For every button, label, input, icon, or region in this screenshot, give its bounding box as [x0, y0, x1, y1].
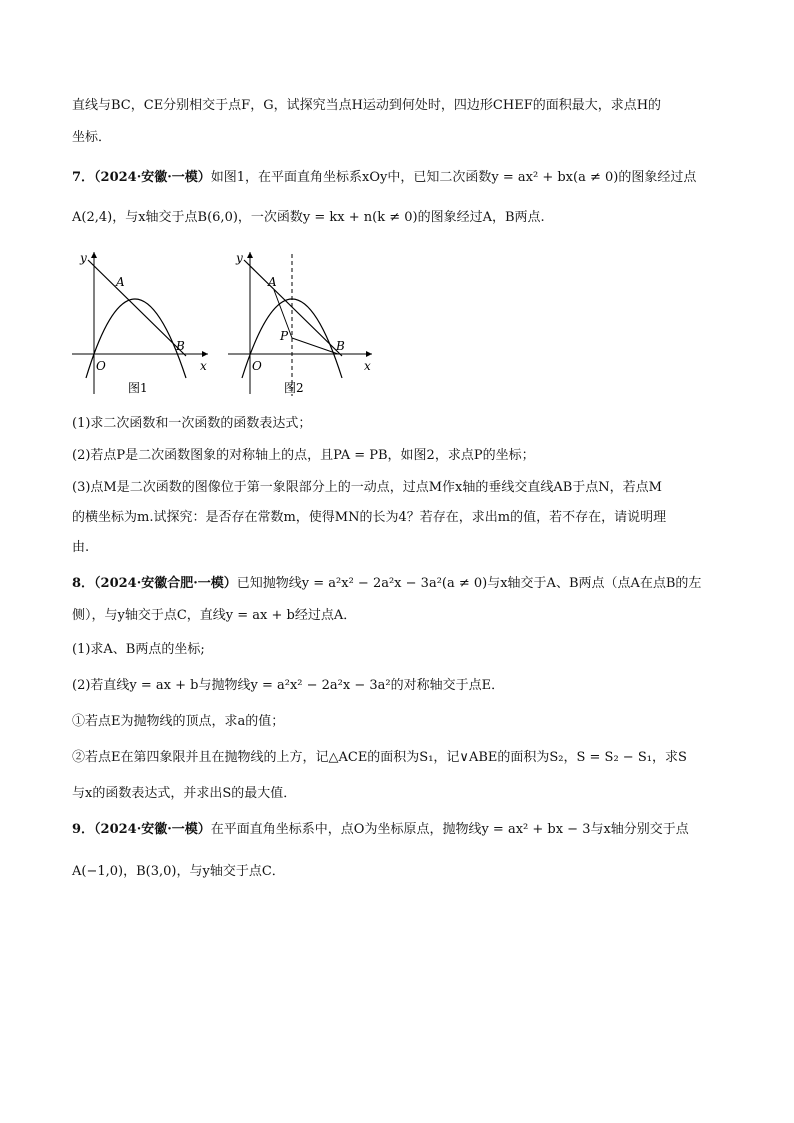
q8-text-1: 已知抛物线y = a²x² − 2a²x − 3a²(a ≠ 0)与x轴交于A、B两点（点A在点B的左: [236, 576, 702, 591]
intro-line-1: 直线与BC，CE分别相交于点F，G，试探究当点H运动到何处时，四边形CHEF的面积最大，求点H的: [72, 98, 662, 113]
y-axis-arrow: [91, 252, 97, 258]
q7-part-1: (1)求二次函数和一次函数的函数表达式；: [72, 416, 312, 431]
q8-line-2: 侧），与y轴交于点C，直线y = ax + b经过点A．: [72, 608, 357, 623]
q8-case-2-line-1: ②若点E在第四象限并且在抛物线的上方，记△ACE的面积为S₁，记∨ABE的面积为S₂，S = S₂ − S₁，求S: [72, 750, 687, 765]
figure-1-graph: [72, 246, 212, 396]
q9-line-2: A(−1,0)，B(3,0)，与y轴交于点C．: [72, 864, 285, 879]
figure-2-graph: [228, 246, 378, 396]
fig2-label-y: y: [236, 251, 243, 265]
fig1-label-a: A: [116, 275, 125, 289]
q8-case-1: ①若点E为抛物线的顶点，求a的值；: [72, 714, 285, 729]
figure-1: [72, 246, 212, 396]
fig2-label-o: O: [252, 359, 262, 373]
y-axis-arrow: [247, 252, 253, 258]
line-ab: [88, 260, 186, 356]
fig2-caption: 图2: [284, 381, 304, 395]
fig1-label-x: x: [200, 359, 207, 373]
q7-text-1: 如图1，在平面直角坐标系xOy中，已知二次函数y = ax² + bx(a ≠ 0)的图象经过点: [210, 170, 697, 185]
x-axis-arrow: [366, 351, 372, 357]
q8-number: 8．: [72, 576, 95, 591]
intro-line-2: 坐标．: [72, 130, 112, 145]
x-axis-arrow: [202, 351, 208, 357]
fig2-label-b: B: [336, 339, 345, 353]
q8-line-1: [72, 574, 701, 594]
q9-source: （2024·安徽·一模）: [94, 822, 211, 837]
fig2-label-x: x: [364, 359, 371, 373]
fig1-label-y: y: [80, 251, 87, 265]
q8-part-1: (1)求A、B两点的坐标;: [72, 642, 205, 657]
q7-part-3-line-1: (3)点M是二次函数的图像位于第一象限部分上的一动点，过点M作x轴的垂线交直线AB于点N，若点M: [72, 480, 662, 495]
fig1-caption: 图1: [128, 381, 148, 395]
q7-part-3-line-3: 由.: [72, 540, 90, 555]
fig2-label-p: P: [280, 329, 289, 343]
q7-line-1: [72, 168, 696, 188]
fig2-label-a: A: [268, 275, 277, 289]
q9-text-1: 在平面直角坐标系中，点O为坐标原点，抛物线y = ax² + bx − 3与x轴分别交于点: [210, 822, 689, 837]
q7-part-3-line-2: 的横坐标为m.试探究：是否存在常数m，使得MN的长为4？若存在，求出m的值，若不存在，请说明理: [72, 510, 667, 525]
q8-source: （2024·安徽合肥·一模）: [94, 576, 237, 591]
line-ab: [244, 260, 342, 356]
q8-case-2-line-2: 与x的函数表达式，并求出S的最大值．: [72, 786, 297, 801]
q7-source: （2024·安徽·一模）: [94, 170, 211, 185]
figure-2: [228, 246, 378, 396]
fig1-label-b: B: [176, 339, 185, 353]
q7-number: 7．: [72, 170, 95, 185]
q9-line-1: [72, 820, 689, 840]
q7-part-2: (2)若点P是二次函数图象的对称轴上的点，且PA = PB，如图2，求点P的坐标；: [72, 448, 535, 463]
q8-part-2: (2)若直线y = ax + b与抛物线y = a²x² − 2a²x − 3a²的对称轴交于点E．: [72, 678, 505, 693]
fig1-label-o: O: [96, 359, 106, 373]
q7-line-2: A(2,4)，与x轴交于点B(6,0)，一次函数y = kx + n(k ≠ 0)的图象经过A，B两点.: [72, 210, 545, 225]
q9-number: 9．: [72, 822, 95, 837]
